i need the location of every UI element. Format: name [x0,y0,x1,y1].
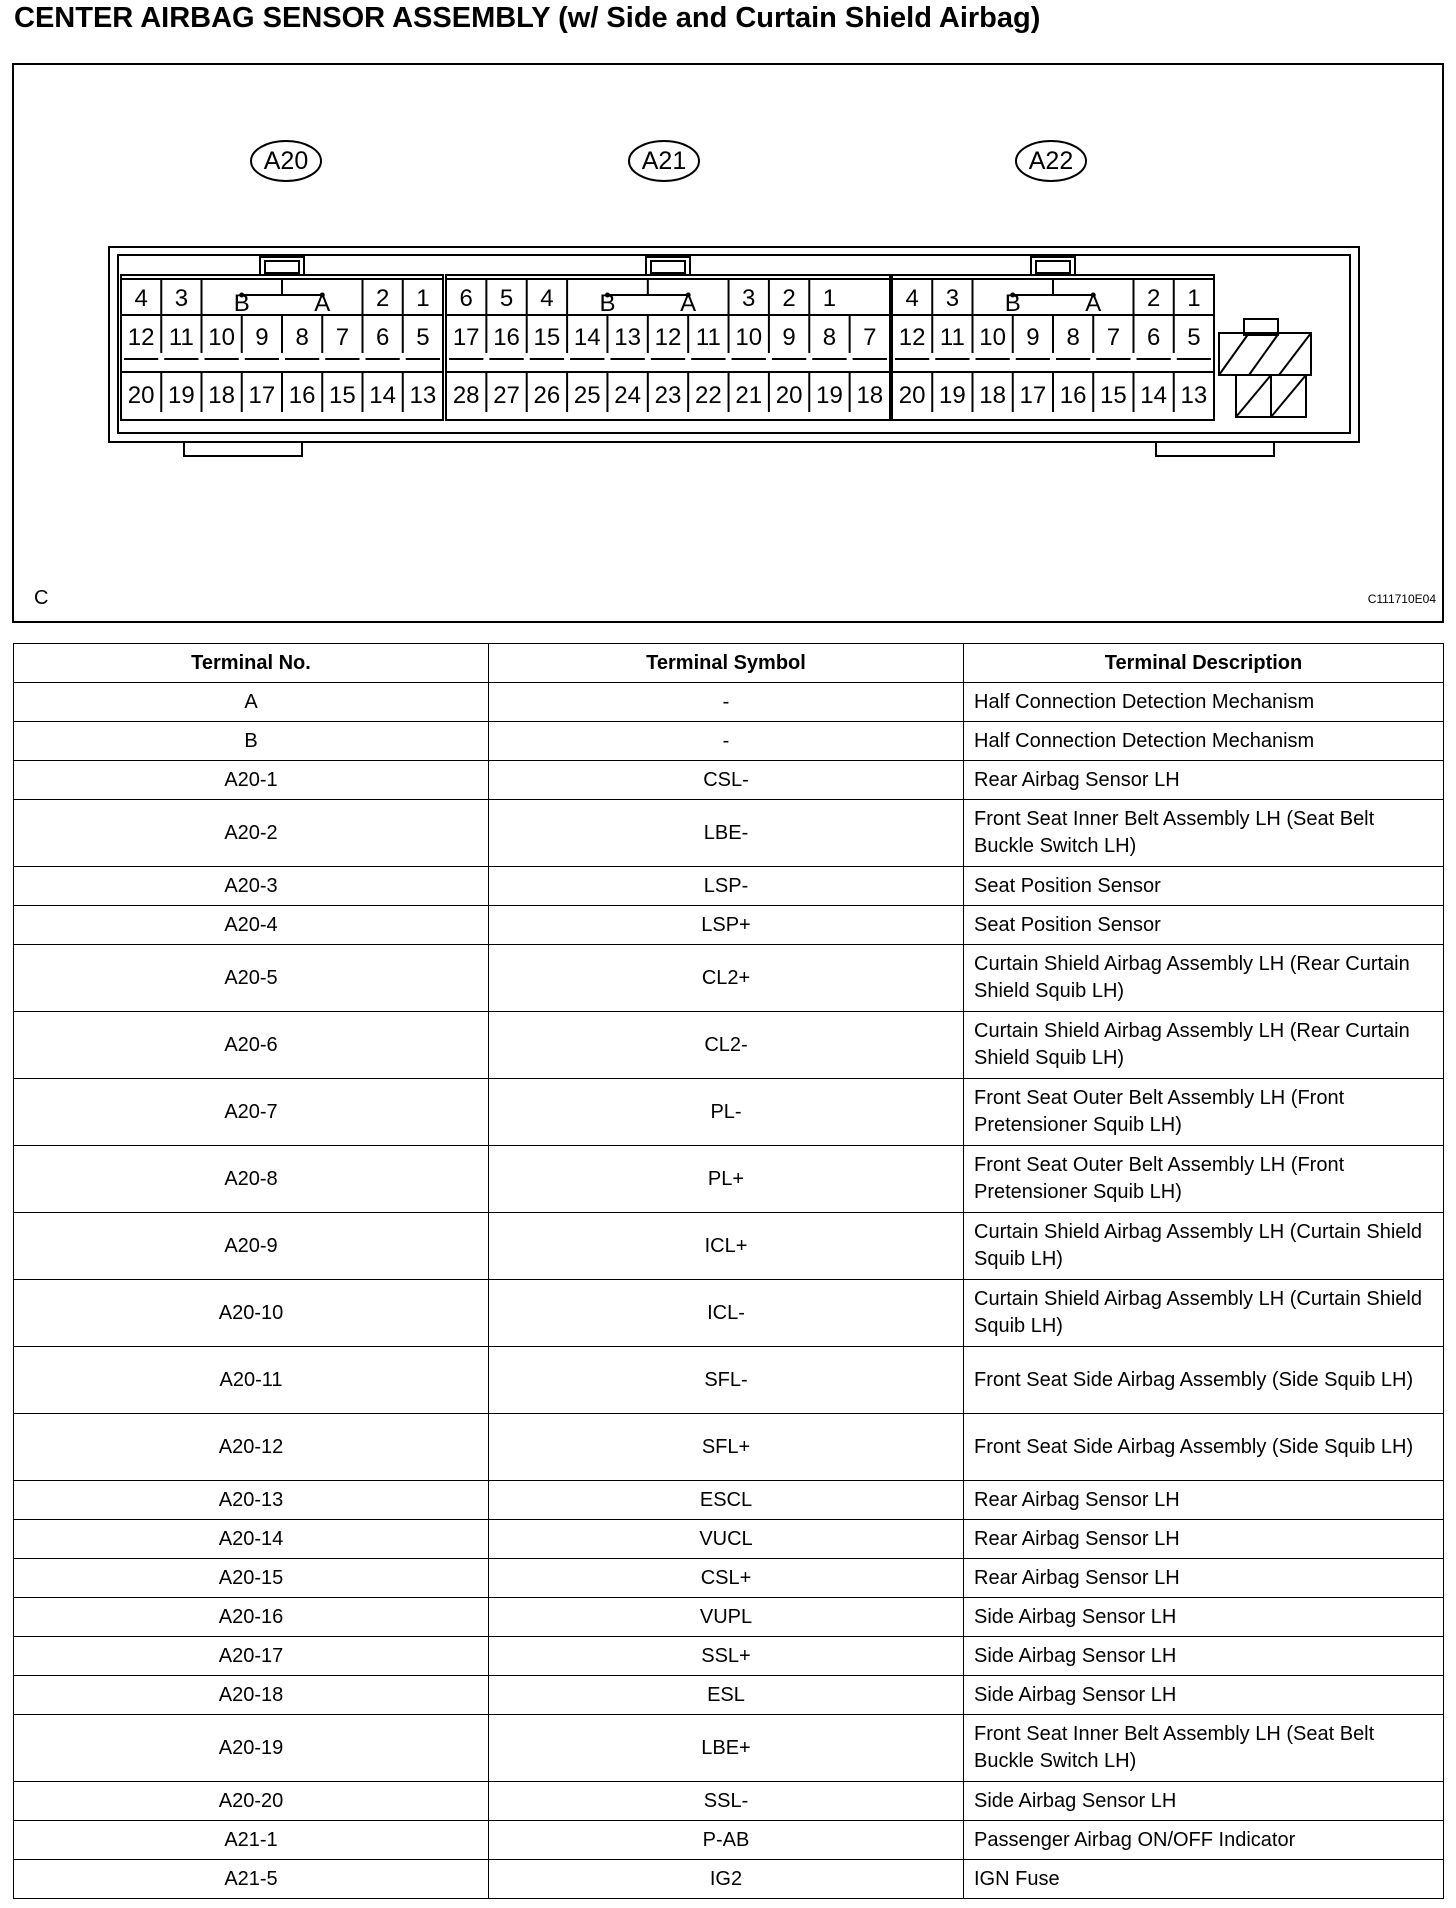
terminal-number: 20 [898,382,926,409]
terminal-number: 9 [255,324,269,351]
cell-terminal-symbol: LSP+ [489,906,964,945]
table-row [14,1414,1444,1481]
terminal-number: 5 [499,285,514,312]
cell-terminal-no: A20-15 [14,1559,489,1598]
terminal-table [13,643,1444,1899]
terminal-number: 9 [782,324,796,351]
cell-terminal-no: A20-19 [14,1715,489,1782]
table-row [14,722,1444,761]
connector-key-inner [265,261,299,273]
terminal-number: 5 [416,324,430,351]
cell-terminal-description: Side Airbag Sensor LH [964,1637,1444,1676]
cell-terminal-symbol: CSL+ [489,1559,964,1598]
terminal-number: 16 [493,324,520,351]
cell-terminal-no: A20-3 [14,867,489,906]
connector-diagram [12,63,1444,623]
terminal-number: 17 [452,324,480,351]
mounting-tab-left [184,442,302,456]
terminal-number: 18 [208,382,235,409]
detection-terminal-a: A [314,290,331,317]
terminal-number: 7 [1106,324,1121,351]
cell-terminal-symbol: LSP- [489,867,964,906]
terminal-number: 19 [939,382,966,409]
latch-lower-hatch [1236,375,1306,417]
cell-terminal-symbol: VUCL [489,1520,964,1559]
table-row [14,1676,1444,1715]
cell-terminal-no: A20-1 [14,761,489,800]
cell-terminal-no: A20-16 [14,1598,489,1637]
cell-terminal-no: A20-4 [14,906,489,945]
terminal-number: 25 [573,382,601,409]
terminal-number: 6 [459,285,473,312]
page-title: CENTER AIRBAG SENSOR ASSEMBLY (w/ Side and Curtain Shield Airbag) [14,2,1041,34]
cell-terminal-description: Side Airbag Sensor LH [964,1782,1444,1821]
terminal-number: 6 [375,324,390,351]
terminal-number: 20 [775,382,803,409]
terminal-number: 1 [1187,285,1201,312]
terminal-number: 8 [822,324,837,351]
table-row [14,1481,1444,1520]
terminal-number: 19 [816,382,843,409]
connector-label: A20 [263,147,309,175]
cell-terminal-no: A21-5 [14,1860,489,1899]
terminal-number: 11 [168,324,194,351]
connector-label: A22 [1028,147,1074,175]
terminal-number: 14 [369,382,396,409]
cell-terminal-symbol: VUPL [489,1598,964,1637]
cell-terminal-description: Curtain Shield Airbag Assembly LH (Curtain Shield Squib LH) [964,1280,1444,1347]
terminal-number: 6 [1146,324,1161,351]
cell-terminal-description: Curtain Shield Airbag Assembly LH (Rear Curtain Shield Squib LH) [964,1012,1444,1079]
cell-terminal-symbol: PL+ [489,1146,964,1213]
cell-terminal-description: Side Airbag Sensor LH [964,1676,1444,1715]
terminal-number: 10 [208,324,235,351]
detection-terminal-b: B [1004,290,1021,317]
terminal-number: 14 [1140,382,1167,409]
cell-terminal-description: Rear Airbag Sensor LH [964,1559,1444,1598]
detection-terminal-b: B [233,290,250,317]
cell-terminal-no: A [14,683,489,722]
terminal-number: 16 [1059,382,1087,409]
header-terminal-symbol: Terminal Symbol [489,644,964,683]
terminal-number: 18 [856,382,884,409]
terminal-number: 17 [248,382,276,409]
terminal-number: 4 [134,285,148,312]
table-row [14,1213,1444,1280]
table-row [14,1012,1444,1079]
cell-terminal-description: Side Airbag Sensor LH [964,1598,1444,1637]
detection-terminal-b: B [599,290,616,317]
cell-terminal-description: Front Seat Side Airbag Assembly (Side Squib LH) [964,1414,1444,1481]
cell-terminal-description: Front Seat Inner Belt Assembly LH (Seat Belt Buckle Switch LH) [964,800,1444,867]
table-row [14,1598,1444,1637]
cell-terminal-no: A20-5 [14,945,489,1012]
cell-terminal-no: A20-2 [14,800,489,867]
table-row [14,1347,1444,1414]
cell-terminal-description: Rear Airbag Sensor LH [964,1520,1444,1559]
cell-terminal-symbol: CL2+ [489,945,964,1012]
terminal-number: 1 [416,285,430,312]
detection-terminal-a: A [1085,290,1102,317]
terminal-number: 12 [654,324,682,351]
figure-corner-label: C [34,587,49,609]
header-terminal-no: Terminal No. [14,644,489,683]
terminal-number: 3 [174,285,189,312]
terminal-number: 4 [905,285,919,312]
terminal-number: 24 [614,382,641,409]
terminal-number: 1 [822,285,837,312]
cell-terminal-description: Seat Position Sensor [964,867,1444,906]
terminal-number: 10 [735,324,763,351]
cell-terminal-no: A20-14 [14,1520,489,1559]
cell-terminal-symbol: ESCL [489,1481,964,1520]
terminal-number: 15 [533,324,561,351]
terminal-number: 12 [127,324,155,351]
terminal-number: 2 [1146,285,1161,312]
cell-terminal-symbol: CSL- [489,761,964,800]
terminal-number: 7 [863,324,877,351]
cell-terminal-description: Front Seat Outer Belt Assembly LH (Front Pretensioner Squib LH) [964,1146,1444,1213]
cell-terminal-symbol: - [489,722,964,761]
terminal-number: 19 [168,382,195,409]
table-row [14,1715,1444,1782]
cell-terminal-description: Front Seat Side Airbag Assembly (Side Squib LH) [964,1347,1444,1414]
table-row [14,1860,1444,1899]
cell-terminal-description: Front Seat Outer Belt Assembly LH (Front Pretensioner Squib LH) [964,1079,1444,1146]
table-row [14,867,1444,906]
terminal-number: 4 [540,285,554,312]
terminal-number: 20 [127,382,155,409]
terminal-number: 8 [1066,324,1080,351]
table-row [14,800,1444,867]
terminal-number: 3 [742,285,756,312]
cell-terminal-description: Curtain Shield Airbag Assembly LH (Curtain Shield Squib LH) [964,1213,1444,1280]
terminal-number: 28 [452,382,480,409]
cell-terminal-no: A21-1 [14,1821,489,1860]
terminal-number: 10 [979,324,1006,351]
cell-terminal-description: Half Connection Detection Mechanism [964,722,1444,761]
table-row [14,906,1444,945]
cell-terminal-symbol: LBE+ [489,1715,964,1782]
table-header-row [14,644,1444,683]
cell-terminal-symbol: P-AB [489,1821,964,1860]
cell-terminal-symbol: ICL+ [489,1213,964,1280]
table-row [14,945,1444,1012]
cell-terminal-symbol: SFL+ [489,1414,964,1481]
cell-terminal-description: Curtain Shield Airbag Assembly LH (Rear Curtain Shield Squib LH) [964,945,1444,1012]
cell-terminal-description: Passenger Airbag ON/OFF Indicator [964,1821,1444,1860]
cell-terminal-symbol: ESL [489,1676,964,1715]
connector-key-inner [651,261,685,273]
cell-terminal-no: A20-13 [14,1481,489,1520]
cell-terminal-no: A20-7 [14,1079,489,1146]
cell-terminal-description: Rear Airbag Sensor LH [964,1481,1444,1520]
mounting-tab-right [1156,442,1274,456]
cell-terminal-description: Rear Airbag Sensor LH [964,761,1444,800]
terminal-number: 13 [409,382,437,409]
table-row [14,1821,1444,1860]
cell-terminal-no: A20-9 [14,1213,489,1280]
cell-terminal-symbol: PL- [489,1079,964,1146]
connector-drawing [14,65,1446,625]
terminal-number: 9 [1026,324,1040,351]
header-terminal-description: Terminal Description [964,644,1444,683]
cell-terminal-symbol: CL2- [489,1012,964,1079]
cell-terminal-symbol: ICL- [489,1280,964,1347]
connector-key-inner [1036,261,1070,273]
figure-code: C111710E04 [1367,592,1436,606]
latch-hatch [1219,333,1311,375]
cell-terminal-no: A20-20 [14,1782,489,1821]
terminal-number: 26 [533,382,561,409]
terminal-number: 7 [335,324,350,351]
terminal-number: 8 [295,324,309,351]
terminal-number: 2 [375,285,390,312]
cell-terminal-description: Seat Position Sensor [964,906,1444,945]
cell-terminal-description: IGN Fuse [964,1860,1444,1899]
terminal-number: 16 [288,382,316,409]
table-row [14,1559,1444,1598]
cell-terminal-symbol: SFL- [489,1347,964,1414]
cell-terminal-symbol: IG2 [489,1860,964,1899]
terminal-number: 13 [1180,382,1208,409]
table-row [14,1520,1444,1559]
table-row [14,1637,1444,1676]
cell-terminal-no: B [14,722,489,761]
cell-terminal-no: A20-17 [14,1637,489,1676]
terminal-number: 17 [1019,382,1047,409]
cell-terminal-no: A20-18 [14,1676,489,1715]
terminal-number: 2 [782,285,796,312]
terminal-number: 15 [1100,382,1127,409]
table-row [14,1280,1444,1347]
terminal-number: 21 [735,382,763,409]
cell-terminal-no: A20-11 [14,1347,489,1414]
cell-terminal-no: A20-6 [14,1012,489,1079]
terminal-number: 27 [493,382,520,409]
terminal-number: 22 [695,382,722,409]
cell-terminal-symbol: SSL- [489,1782,964,1821]
cell-terminal-no: A20-12 [14,1414,489,1481]
table-row [14,1146,1444,1213]
terminal-number: 12 [898,324,926,351]
table-row [14,1079,1444,1146]
table-row [14,761,1444,800]
terminal-number: 13 [614,324,641,351]
cell-terminal-symbol: LBE- [489,800,964,867]
table-row [14,1782,1444,1821]
cell-terminal-symbol: SSL+ [489,1637,964,1676]
cell-terminal-no: A20-10 [14,1280,489,1347]
terminal-number: 15 [329,382,356,409]
cell-terminal-description: Half Connection Detection Mechanism [964,683,1444,722]
table-row [14,683,1444,722]
terminal-number: 3 [945,285,960,312]
terminal-number: 5 [1187,324,1201,351]
connector-label: A21 [641,147,687,175]
terminal-number: 18 [979,382,1006,409]
cell-terminal-description: Front Seat Inner Belt Assembly LH (Seat Belt Buckle Switch LH) [964,1715,1444,1782]
terminal-number: 23 [654,382,682,409]
terminal-number: 11 [695,324,721,351]
terminal-number: 14 [573,324,601,351]
cell-terminal-symbol: - [489,683,964,722]
detection-terminal-a: A [680,290,697,317]
terminal-number: 11 [939,324,965,351]
cell-terminal-no: A20-8 [14,1146,489,1213]
